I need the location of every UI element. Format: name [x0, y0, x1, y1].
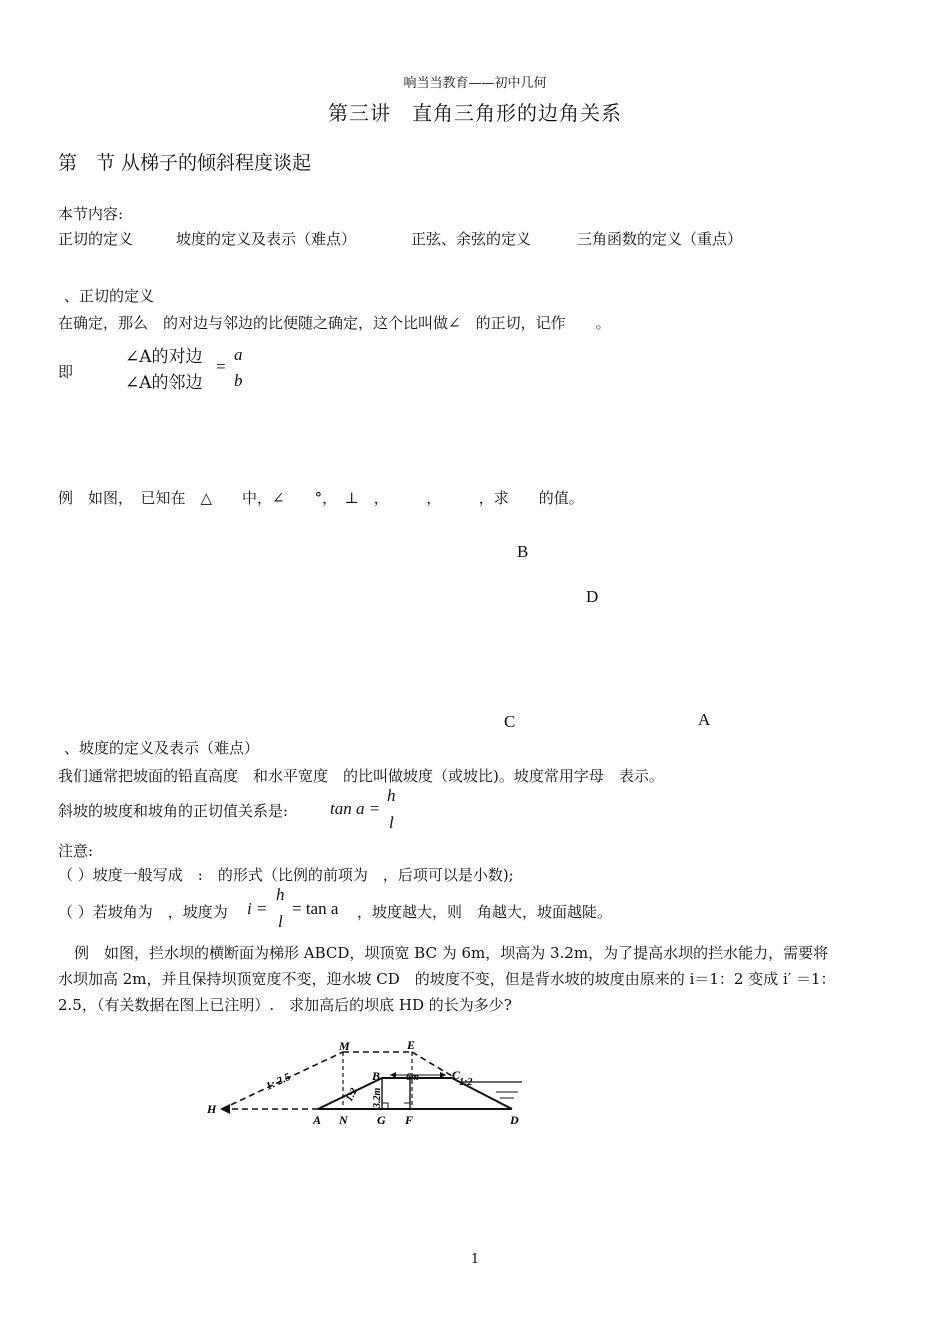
example2-line1: 例 如图，拦水坝的横断面为梯形 ABCD，坝顶宽 BC 为 6m，坝高为 3.2m，为了提高水坝的拦水能力，需要将 [74, 944, 829, 962]
label-height: 3.2m [372, 1087, 383, 1108]
label-h: H [207, 1102, 217, 1116]
contents-item-4: 三角函数的定义（重点） [577, 230, 743, 248]
label-d: D [510, 1113, 519, 1127]
formula-b: b [234, 371, 243, 390]
example1-text: 例 如图， 已知在 △ 中，∠ °， ⊥ ， ， ，求 的值。 [58, 489, 584, 507]
page-header: 响当当教育——初中几何 [403, 76, 547, 91]
note-2-l: l [278, 912, 283, 931]
point-label-c: C [504, 712, 516, 731]
formula-denominator: ∠A的邻边 [125, 373, 203, 393]
point-label-a: A [698, 710, 711, 729]
dam-figure [200, 1038, 540, 1133]
contents-item-3: 正弦、余弦的定义 [411, 230, 532, 248]
note-2-i: i = [247, 899, 268, 918]
label-g: G [377, 1113, 386, 1127]
point-label-d: D [586, 587, 599, 606]
note-label: 注意: [58, 842, 94, 860]
formula-a: a [234, 345, 243, 364]
h-arrowhead [220, 1104, 230, 1114]
label-e: E [407, 1038, 416, 1052]
formula-numerator: ∠A的对边 [125, 347, 203, 367]
label-n: N [339, 1113, 348, 1127]
part1-heading: 、正切的定义 [64, 287, 155, 305]
label-slope-ab: 1:2 [343, 1086, 360, 1104]
tan-l: l [389, 813, 394, 832]
note-2-suffix: ，坡度越大，则 角越大，坡面越陡。 [357, 903, 613, 921]
note-2-mid: = tan a [292, 899, 339, 918]
part2-heading: 、坡度的定义及表示（难点） [64, 739, 260, 757]
label-slope-hm: 1: 2.5 [264, 1070, 293, 1093]
example2-line2: 水坝加高 2m，并且保持坝顶宽度不变，迎水坡 CD 的坡度不变，但是背水坡的坡度由原来的 i＝1：2 变成 i′ ＝1： [58, 970, 836, 988]
contents-item-2: 坡度的定义及表示（难点） [176, 230, 357, 248]
label-b: B [372, 1069, 381, 1083]
contents-label: 本节内容: [58, 205, 124, 223]
note-2-h: h [276, 885, 285, 904]
contents-item-1: 正切的定义 [58, 230, 134, 248]
part1-text: 在确定，那么 的对边与邻边的比便随之确定，这个比叫做∠ 的正切，记作 。 [58, 314, 611, 332]
section-title: 第 节 从梯子的倾斜程度谈起 [58, 152, 312, 174]
label-m: M [339, 1039, 350, 1053]
label-c: C [452, 1068, 461, 1082]
tan-h: h [387, 786, 396, 805]
formula-fraction [125, 344, 203, 396]
example2-line3: 2.5，（有关数据在图上已注明）. 求加高后的坝底 HD 的长为多少? [58, 996, 512, 1014]
part2-line1: 我们通常把坡面的铅直高度 和水平宽度 的比叫做坡度（或坡比)。坡度常用字母 表示。 [58, 767, 664, 785]
label-width: 6m [406, 1072, 419, 1083]
note-2-prefix: （ ）若坡角为 ，坡度为 [58, 903, 228, 921]
label-f: F [405, 1113, 414, 1127]
note-1: （ ）坡度一般写成 : 的形式（比例的前项为 ，后项可以是小数); [58, 866, 514, 884]
point-label-b: B [517, 542, 529, 561]
formula-prefix: 即 [58, 363, 74, 381]
label-slope-cd: 1:2 [459, 1077, 473, 1088]
tan-lhs: tan a = [330, 799, 381, 818]
formula-equals: = [216, 357, 226, 376]
page-number: 1 [470, 1252, 480, 1267]
lecture-title: 第三讲 直角三角形的边角关系 [328, 101, 622, 125]
part2-line2: 斜坡的坡度和坡角的正切值关系是: [58, 802, 289, 820]
label-a: A [313, 1113, 322, 1127]
